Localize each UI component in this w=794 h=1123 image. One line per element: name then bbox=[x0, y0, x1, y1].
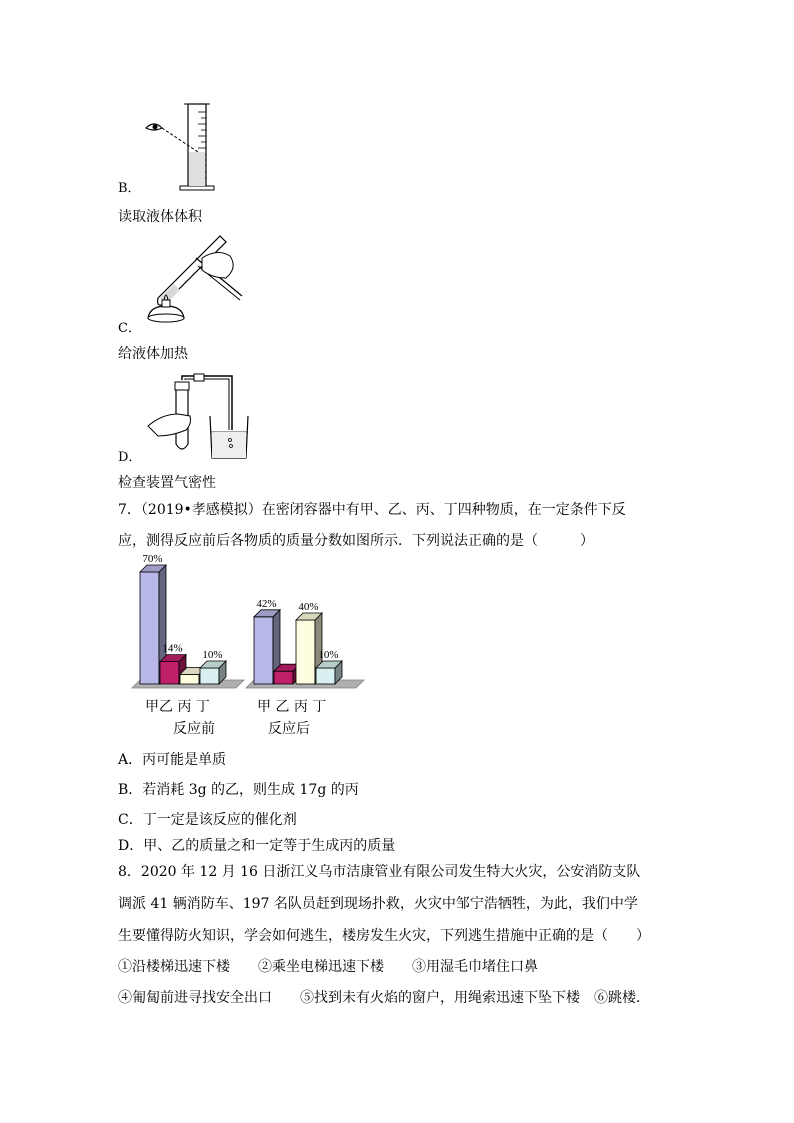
bar-甲 bbox=[254, 617, 273, 684]
bar-丙 bbox=[180, 674, 199, 684]
data-label-丁: 10% bbox=[202, 649, 223, 661]
data-label-甲: 70% bbox=[142, 553, 163, 565]
data-label-丁: 10% bbox=[318, 649, 339, 661]
airtightness-figure bbox=[142, 370, 252, 462]
bar-丙 bbox=[296, 620, 315, 684]
q8-stem-line2: 调派 41 辆消防车、197 名队员赶到现场扑救，火灾中邹宁浩牺牲，为此，我们中学 bbox=[118, 896, 638, 912]
q7-option-a: A．丙可能是单质 bbox=[118, 752, 227, 768]
chart-title-after: 反应后 bbox=[268, 721, 310, 737]
data-label-乙: 14% bbox=[162, 642, 183, 655]
option-c-caption: 给液体加热 bbox=[118, 346, 188, 362]
heating-liquid-figure bbox=[140, 228, 250, 328]
q7-stem-line2: 应，测得反应前后各物质的质量分数如图所示．下列说法正确的是（ ） bbox=[118, 533, 594, 549]
q7-stem-line1: 7．（2019•孝感模拟）在密闭容器中有甲、乙、丙、丁四种物质，在一定条件下反 bbox=[118, 502, 626, 518]
option-d-caption: 检查装置气密性 bbox=[118, 475, 216, 491]
chart-title-before: 反应前 bbox=[173, 721, 215, 737]
chart-before bbox=[132, 553, 244, 688]
bar-丁 bbox=[316, 668, 335, 684]
q7-option-c: C．丁一定是该反应的催化剂 bbox=[118, 812, 297, 828]
chart-categories-after: 甲 乙 丙 丁 bbox=[257, 699, 327, 715]
q7-option-b: B．若消耗 3g 的乙，则生成 17g 的丙 bbox=[118, 782, 359, 798]
chart-after bbox=[246, 598, 364, 688]
chart-categories-before: 甲乙 丙 丁 bbox=[145, 699, 210, 715]
reading-cylinder-figure bbox=[140, 98, 230, 193]
data-label-甲: 42% bbox=[256, 597, 277, 610]
option-d-letter: D． bbox=[118, 450, 142, 465]
q8-stem-line3: 生要懂得防火知识，学会如何逃生，楼房发生火灾，下列逃生措施中正确的是（ ） bbox=[118, 928, 650, 944]
option-b-letter: B． bbox=[118, 181, 141, 196]
bar-甲 bbox=[140, 572, 159, 684]
bar-乙 bbox=[274, 671, 293, 684]
bar-丁 bbox=[200, 668, 219, 684]
q8-choices-line1: ①沿楼梯迅速下楼 ②乘坐电梯迅速下楼 ③用湿毛巾堵住口鼻 bbox=[118, 959, 538, 975]
q7-option-d: D．甲、乙的质量之和一定等于生成丙的质量 bbox=[118, 838, 396, 854]
q8-stem-line1: 8．2020 年 12 月 16 日浙江义乌市洁康管业有限公司发生特大火灾，公安消防支队 bbox=[118, 864, 641, 880]
mass-fraction-bar-chart bbox=[118, 553, 378, 700]
option-b-caption: 读取液体体积 bbox=[118, 209, 202, 225]
data-label-丙: 40% bbox=[298, 601, 319, 613]
bar-乙 bbox=[160, 662, 179, 684]
q8-choices-line2: ④匍匐前进寻找安全出口 ⑤找到未有火焰的窗户，用绳索迅速下坠下楼 ⑥跳楼． bbox=[118, 990, 650, 1006]
option-c-letter: C． bbox=[118, 321, 141, 336]
